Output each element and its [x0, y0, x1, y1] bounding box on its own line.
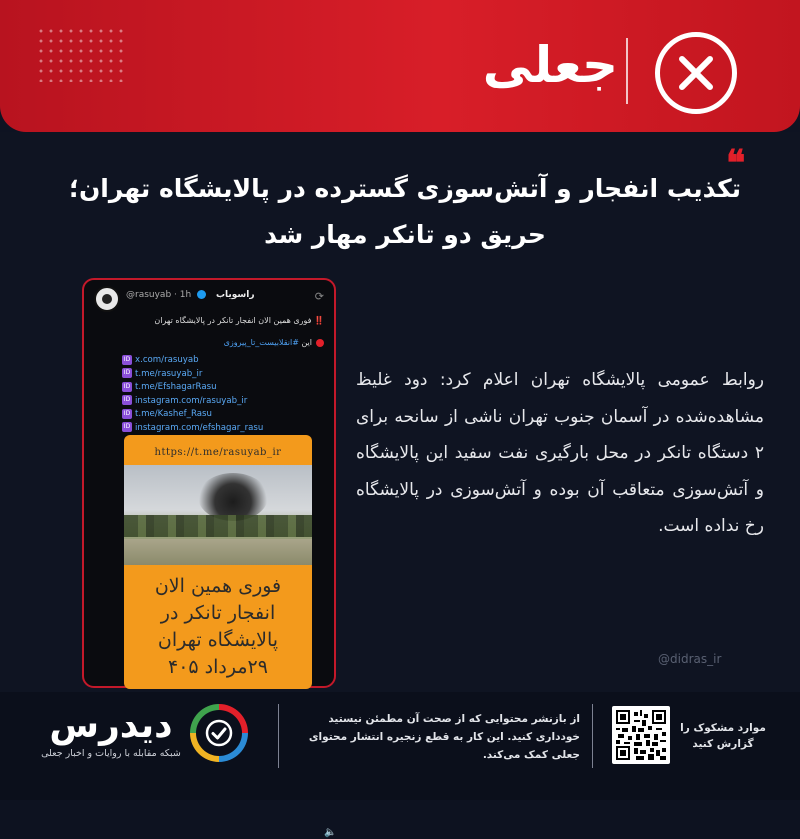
post-prefix: این — [301, 338, 312, 347]
list-item — [122, 422, 322, 436]
disclaimer-text: از بازنشر محتوایی که از صحت آن مطمئن نیستید خودداری کنید. این کار به قطع زنجیره انتشار محتوای جعلی کمک می‌کند. — [308, 713, 580, 761]
media-caption: فوری همین الان انفجار تانکر در پالایشگاه تهران ۲۹مرداد ۴۰۵ — [154, 575, 282, 678]
account-handle: @didras_ir — [658, 652, 722, 666]
verdict-label: جعلی — [482, 36, 618, 94]
refresh-icon: ⟳ — [314, 290, 324, 303]
id-icon: ID — [123, 369, 131, 377]
post-text-line — [224, 338, 324, 347]
list-item — [122, 408, 322, 422]
x-circle-icon — [655, 32, 737, 114]
verified-badge-icon — [197, 290, 206, 299]
red-dot-icon — [316, 339, 324, 347]
post-link: instagram.com/efshagar_rasu — [135, 422, 264, 433]
footer-divider — [278, 704, 279, 768]
post-media-image — [124, 435, 337, 838]
header-divider — [626, 38, 628, 104]
footer-divider — [592, 704, 593, 768]
list-item — [122, 368, 322, 382]
tree-line — [124, 515, 312, 537]
fact-check-explanation: روابط عمومی پالایشگاه تهران اعلام کرد: دود غلیظ مشاهده‌شده در آسمان جنوب تهران ناشی از سانحه برای ۲ دستگاه تانکر در محل بارگیری نفت سفید این پالایشگاه و آتش‌سوزی متعاقب آن بوده و آتش‌سوزی در پالایشگاه رخ نداده است. — [356, 370, 764, 536]
post-text-line — [154, 316, 324, 325]
verdict-header — [0, 0, 800, 132]
ground — [124, 539, 312, 565]
dot-pattern-decoration — [36, 26, 126, 82]
id-icon: ID — [123, 355, 131, 363]
brand-name: دیدرس — [49, 705, 173, 746]
list-item — [122, 395, 322, 409]
id-icon: ID — [123, 396, 131, 404]
speaker-mute-icon: 🔈 — [324, 827, 337, 838]
smoke-photo — [124, 465, 312, 565]
post-headline: فوری همین الان انفجار تانکر در پالایشگاه تهران — [154, 316, 312, 325]
list-item — [122, 354, 322, 368]
post-header — [84, 280, 334, 314]
post-link: t.me/rasuyab_ir — [135, 368, 203, 379]
post-link: instagram.com/rasuyab_ir — [135, 395, 248, 406]
avatar — [94, 286, 120, 312]
post-link: t.me/Kashef_Rasu — [135, 409, 212, 420]
list-item — [122, 381, 322, 395]
post-link: x.com/rasuyab — [135, 355, 199, 365]
brand-logo — [190, 704, 248, 762]
post-author — [126, 290, 255, 300]
post-display-name: راسویاب — [215, 290, 255, 300]
post-link-list — [122, 354, 322, 436]
qr-code-icon[interactable] — [612, 706, 670, 764]
post-link: t.me/EfshagarRasu — [135, 382, 217, 393]
smoke-plume — [198, 473, 268, 521]
id-icon: ID — [123, 382, 131, 390]
exclamation-icon: ‼️ — [314, 316, 324, 325]
media-watermark-url: https://t.me/rasuyab_ir — [154, 447, 282, 458]
claim-title: تکذیب انفجار و آتش‌سوزی گسترده در پالایشگاه تهران؛ حریق دو تانکر مهار شد — [68, 174, 742, 249]
post-handle: @rasuyab · 1h — [126, 290, 192, 300]
brand-tagline: شبکه مقابله با روایات و اخبار جعلی — [41, 748, 181, 759]
id-icon: ID — [123, 423, 131, 431]
post-hashtag: #انقلابیست_تا_پیروزی — [223, 338, 299, 347]
report-suspicious-text: موارد مشکوک را گزارش کنید — [680, 722, 766, 750]
checkmark-icon — [196, 710, 242, 756]
quote-mark-icon: ❝ — [726, 142, 746, 184]
id-icon: ID — [123, 409, 131, 417]
brand-block — [36, 706, 186, 759]
